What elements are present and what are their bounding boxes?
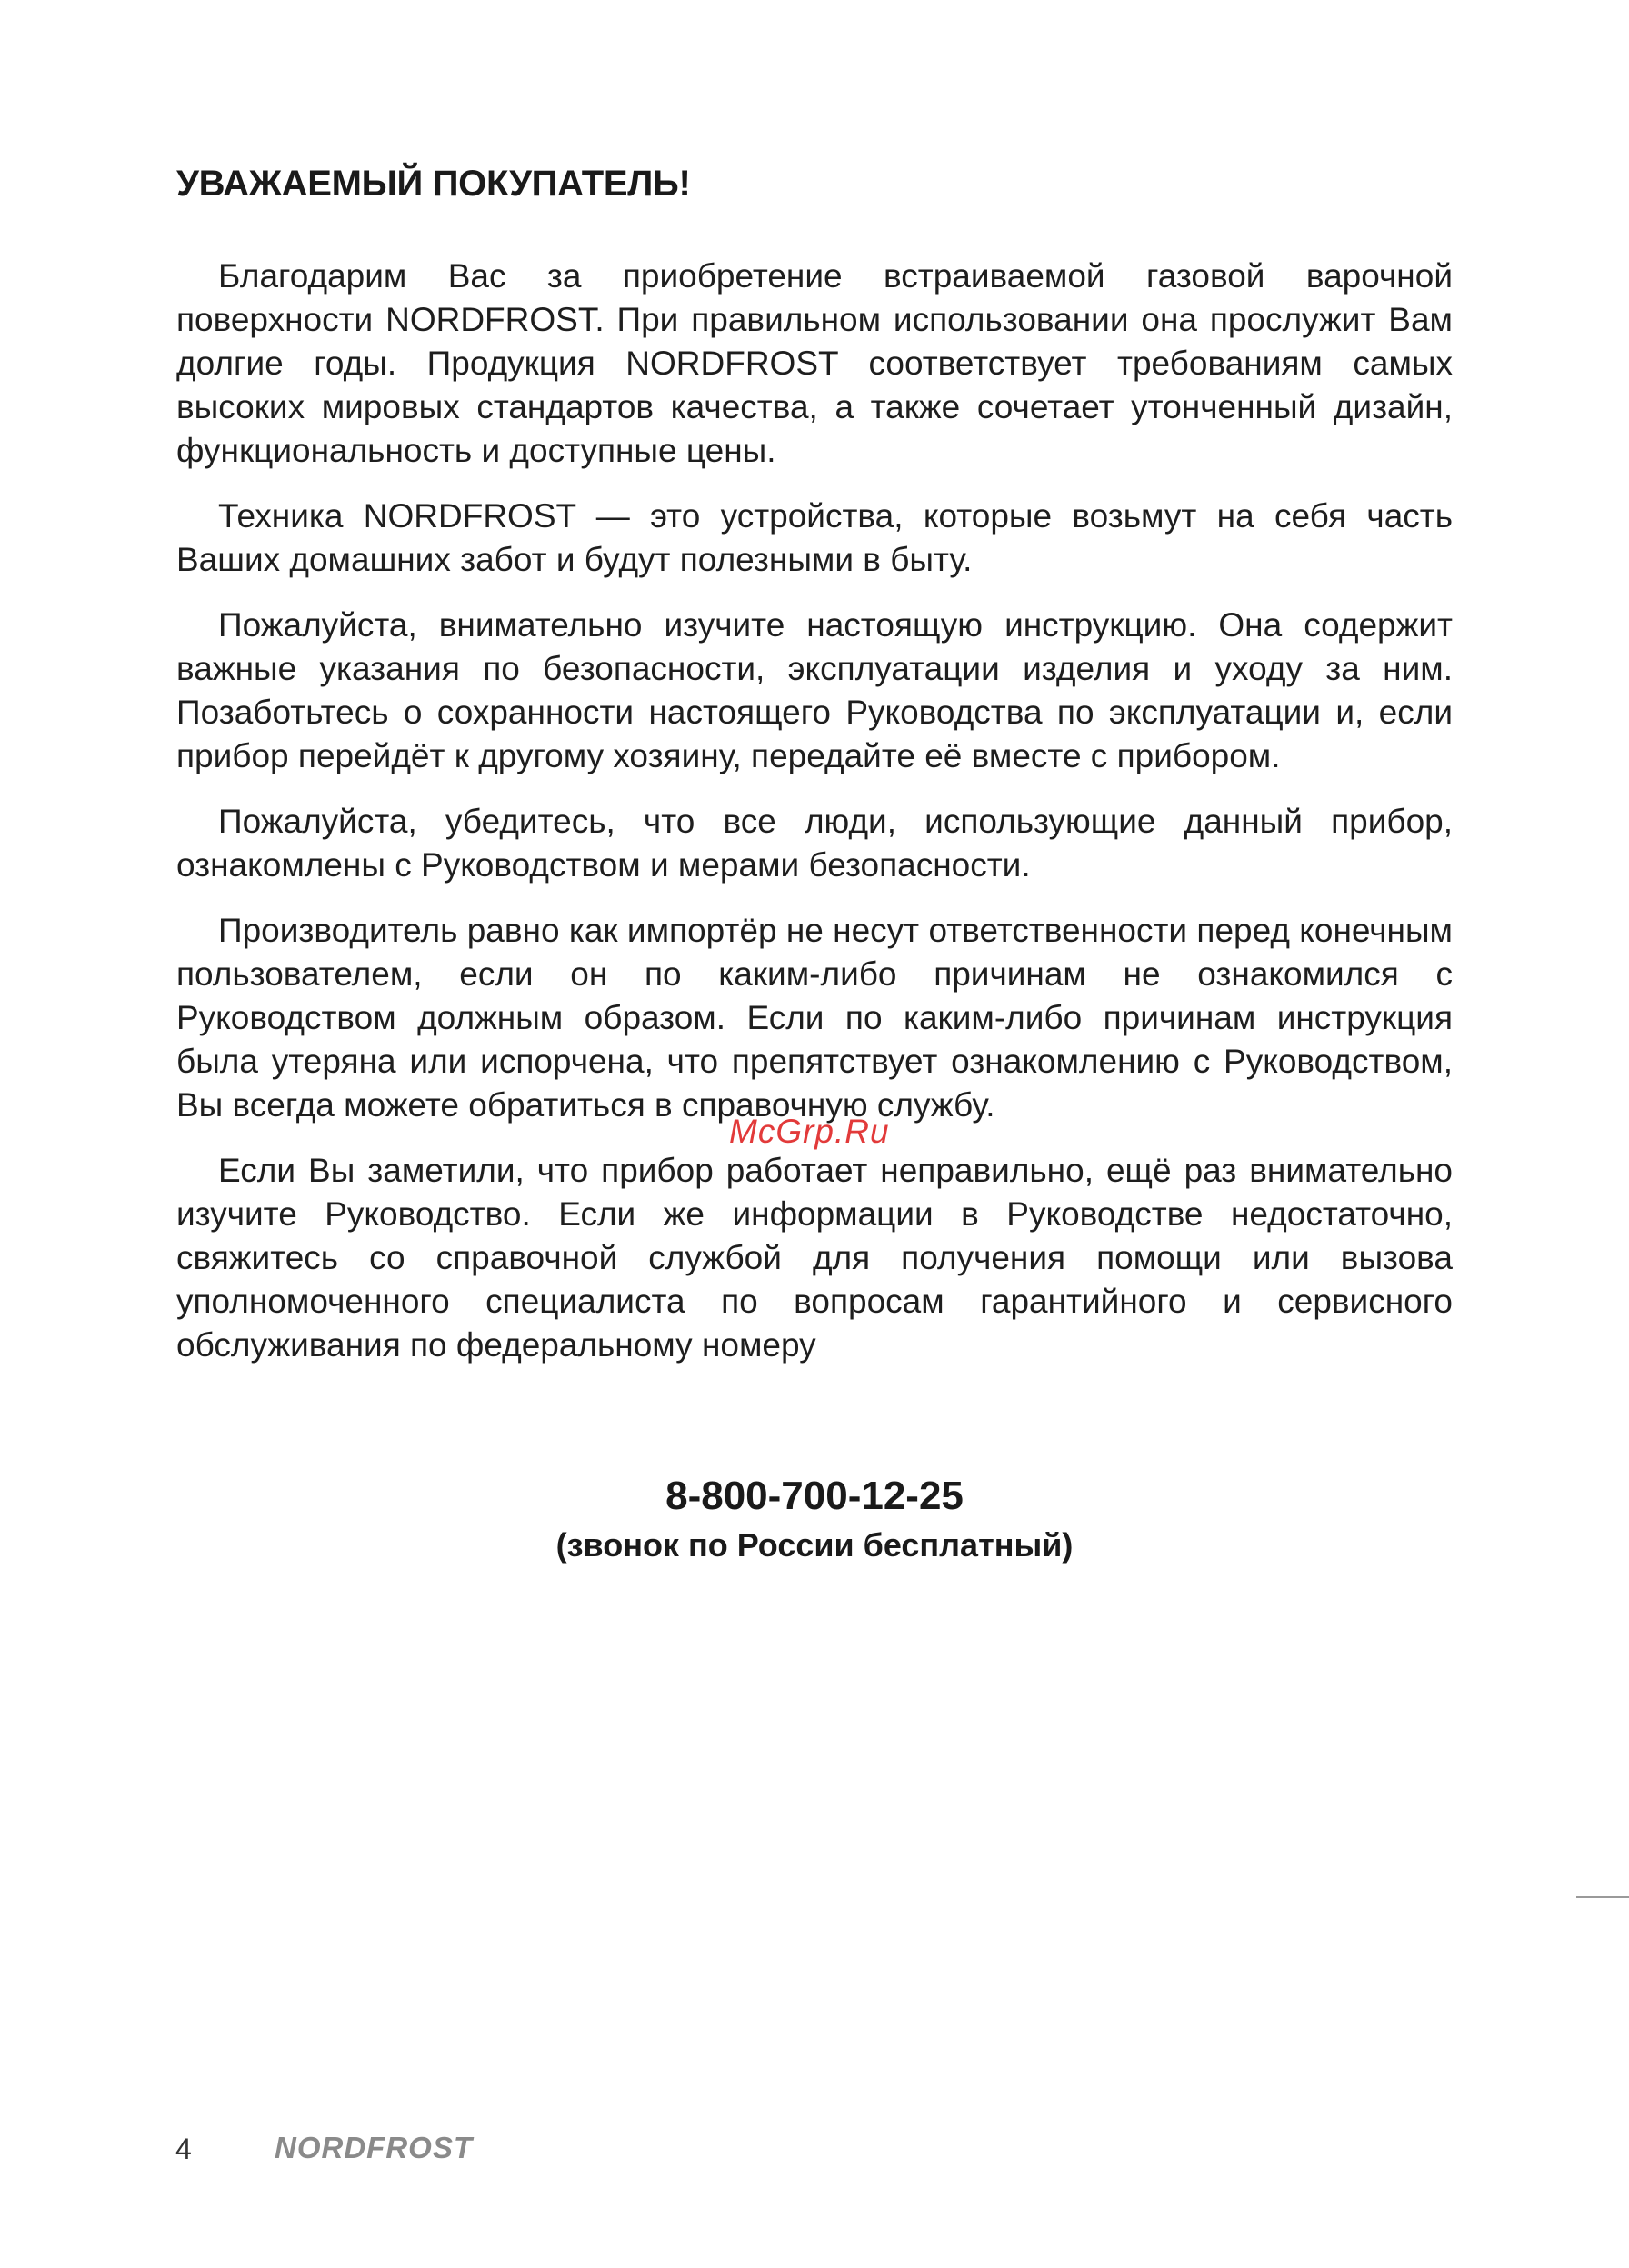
page-number: 4: [175, 2133, 192, 2165]
paragraph-liability: Производитель равно как импортёр не несут ответственности перед конечным пользователем, если он по каким-либо причинам не ознакомился с Руководством должным образом. Если по каким-либо причинам инструкция была утеряна или испорчена, что препятствует ознакомлению с Руководством, Вы всегда можете обратиться в справочную службу.: [176, 912, 1453, 1124]
paragraph-household: Техника NORDFROST — это устройства, которые возьмут на себя часть Ваших домашних забот и будут полезными в быту.: [176, 497, 1453, 578]
body-text: [176, 255, 1453, 1389]
watermark: McGrp.Ru: [729, 1113, 890, 1150]
paragraph-thanks: Благодарим Вас за приобретение встраиваемой газовой варочной поверхности NORDFROST. При правильном использовании она прослужит Вам долгие годы. Продукция NORDFROST соответствует требованиям самых высоких мировых стандартов качества, а также сочетает утонченный дизайн, функциональность и доступные цены.: [176, 257, 1453, 469]
brand-logo: NORDFROST: [275, 2131, 473, 2164]
support-phone-block: [176, 1470, 1453, 1568]
paragraph-support: Если Вы заметили, что прибор работает неправильно, ещё раз внимательно изучите Руководство. Если же информации в Руководстве недостаточно, свяжитесь со справочной службой для получения помощи или вызова уполномоченного специалиста по вопросам гарантийного и сервисного обслуживания по федеральному номеру: [176, 1152, 1453, 1364]
page-title: УВАЖАЕМЫЙ ПОКУПАТЕЛЬ!: [176, 164, 691, 204]
support-phone-note: (звонок по России бесплатный): [555, 1526, 1074, 1564]
paragraph-all-users: Пожалуйста, убедитесь, что все люди, использующие данный прибор, ознакомлены с Руководством и мерами безопасности.: [176, 803, 1453, 884]
page-edge-mark: [1576, 1896, 1629, 1898]
support-phone-number: 8-800-700-12-25: [665, 1474, 964, 1518]
paragraph-read-instructions: Пожалуйста, внимательно изучите настоящую инструкцию. Она содержит важные указания по безопасности, эксплуатации изделия и уходу за ним. Позаботьтесь о сохранности настоящего Руководства по эксплуатации и, если прибор перейдёт к другому хозяину, передайте её вместе с прибором.: [176, 606, 1453, 774]
